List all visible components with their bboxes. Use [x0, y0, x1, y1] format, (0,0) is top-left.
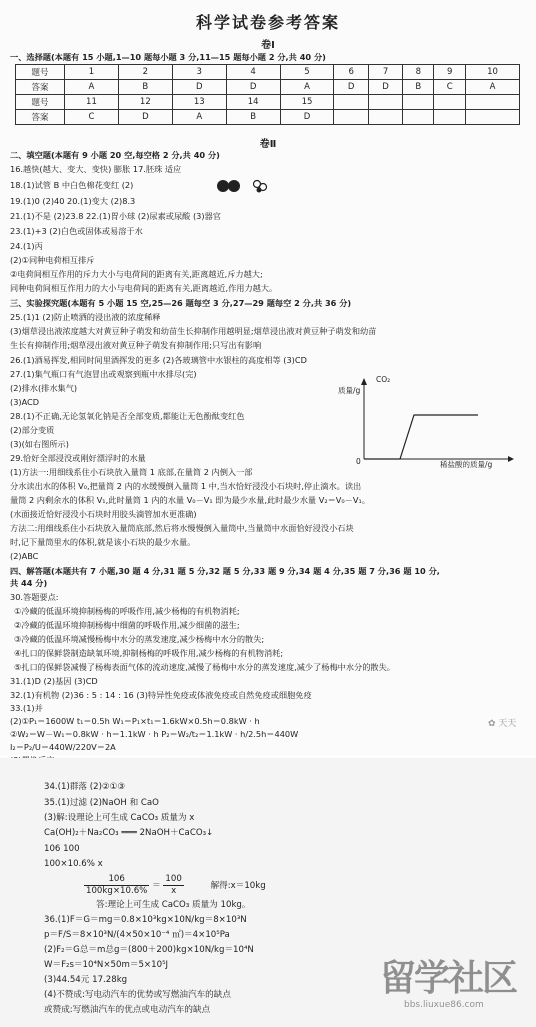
watermark-top: ✿ 天天 [488, 719, 517, 729]
answer-line: ②冷藏的低温环境抑制杨梅中细菌的呼吸作用,减少细菌的滋生; [14, 620, 240, 630]
page-title: 科学试卷参考答案 [195, 13, 340, 32]
section-one-label: 卷Ⅰ [261, 40, 275, 51]
answer-line: (4)不赞成:写电动汽车的优势或写燃油汽车的缺点 [44, 990, 231, 1000]
origin-label: 0 [356, 457, 361, 466]
fraction-left: $\frac{106}{100kg\times 10.6\%}$ [86, 874, 148, 896]
answer-line: (2)①同种电荷相互排斥 [10, 255, 95, 265]
solution: 解得:x＝10kg [210, 881, 266, 891]
answer-line: 同种电荷间相互作用力的大小与电荷间的距离有关,距离越近,作用力越大。 [10, 283, 278, 293]
answer-line: (2)F₂＝G总＝m总g＝(800＋200)kg×10N/kg＝10⁴N [44, 945, 254, 955]
answer-line: 25.(1)1 (2)防止喷洒的浸出液的浓度稀释 [10, 312, 161, 322]
answer-line: (3)解:设理论上可生成 CaCO₃ 质量为 x [44, 813, 195, 823]
answer-line: (2)部分变质 [10, 425, 55, 435]
answer-line: Ca(OH)₂＋Na₂CO₃ ═══ 2NaOH＋CaCO₃↓ [44, 828, 214, 838]
wechat-icon: ✿ [488, 719, 499, 729]
flask-diagram-icon [215, 178, 270, 194]
table-row: 题号 11 12 13 14 15 [16, 95, 520, 110]
watermark-logo: 留学社区 [380, 958, 517, 999]
table-row: 题号 1 2 3 4 5 6 7 8 9 10 [16, 65, 520, 80]
y-axis-unit: 质量/g [338, 386, 361, 395]
answer-line: 27.(1)集气瓶口有气泡冒出或观察到瓶中水排尽(完) [10, 369, 197, 379]
answer-line: 26.(1)酒易挥发,相同时间里酒挥发的更多 (2)各玻璃管中水银柱的高度相等 (3)CD [10, 355, 307, 365]
answer-line: (3)烟草浸出液浓度越大对黄豆种子萌发和幼苗生长抑制作用越明显;烟草浸出液对黄豆种子萌发和幼苗 [10, 326, 377, 336]
x-axis-label: 稀盐酸的质量/g [440, 460, 493, 469]
answer-line: (1)方法一:用细线系住小石块放入量筒 1 底部,在量筒 2 内倒入一部 [10, 467, 253, 477]
answer-line: 16.越快(越大、变大、变快) 膨胀 17.胚珠 适应 [10, 164, 182, 174]
answer-line: 方法二:用细线系住小石块放入量筒底部,然后将水慢慢倒入量筒中,当量筒中水面恰好浸没小石块 [10, 523, 354, 533]
answer-line: ③冷藏的低温环境减慢杨梅中水分的蒸发速度,减少杨梅中水分的散失; [14, 634, 265, 644]
answer-line: 100×10.6% x [44, 859, 103, 869]
answer-line: ④扎口的保鲜袋制造缺氧环境,抑制杨梅的呼吸作用,减少杨梅的有机物消耗; [14, 648, 284, 658]
answer-page-bottom [0, 758, 536, 1027]
answer-table [15, 64, 520, 125]
table-row: 答案 A B D D A D D B C A [16, 80, 520, 95]
co2-mass-graph [338, 375, 516, 470]
part3-heading: 三、实验探究题(本题有 5 小题 15 空,25—26 题每空 3 分,27—29 题每空 2 分,共 36 分) [10, 298, 352, 308]
row-label: 题号 [16, 65, 65, 80]
answer-line: 106 100 [44, 844, 80, 854]
part4-heading: 四、解答题(本题共有 7 小题,30 题 4 分,31 题 5 分,32 题 5 分,33 题 9 分,34 题 4 分,35 题 7 分,36 题 10 分, [10, 566, 440, 576]
answer-line: 35.(1)过滤 (2)NaOH 和 CaO [44, 798, 159, 808]
answer-line: 时,记下量筒里水的体积,就是该小石块的最少水量。 [10, 537, 196, 547]
row-label: 答案 [16, 110, 65, 125]
section-two-label: 卷Ⅱ [259, 139, 277, 150]
part1-heading: 一、选择题(本题有 15 小题,1—10 题每小题 3 分,11—15 题每小题 2 分,共 40 分) [10, 52, 326, 62]
answer-line: (3)ACD [10, 397, 40, 407]
watermark-url: bbs.liuxue86.com [404, 1000, 484, 1010]
answer-line: 31.(1)D (2)基因 (3)CD [10, 676, 98, 686]
answer-line: W＝F₂s＝10⁴N×50m＝5×10⁵J [44, 960, 169, 970]
answer-line: 21.(1)不是 (2)23.8 22.(1)胃小球 (2)尿素或尿酸 (3)器官 [10, 211, 221, 221]
answer-line: 28.(1)不正确,无论氢氧化钠是否全部变质,都能让无色酚酞变红色 [10, 411, 245, 421]
answer-line: 量筒 2 内剩余水的体积 V₁,此时量筒 1 内的水量 V₀－V₁ 即为最少水量,此时最少水量 V₂＝V₀－V₁。 [10, 495, 370, 505]
answer-line: 32.(1)有机物 (2)36 : 5 : 14 : 16 (3)特异性免疫或体液免疫或自然免疫或细胞免疫 [10, 690, 312, 700]
answer-line: 29.恰好全部浸没或刚好漂浮时的水量 [10, 453, 146, 463]
answer-line: 34.(1)群落 (2)②①③ [44, 782, 126, 792]
answer-line: (2)ABC [10, 551, 39, 561]
part4-heading-cont: 共 44 分) [10, 578, 48, 588]
fraction-right: $\frac{100}{x}$ [165, 874, 182, 896]
answer-line: 19.(1)0 (2)40 20.(1)变大 (2)8.3 [10, 196, 136, 206]
part2-heading: 二、填空题(本题有 9 小题 20 空,每空格 2 分,共 40 分) [10, 150, 220, 160]
row-label: 答案 [16, 80, 65, 95]
answer-line: 36.(1)F＝G＝mg＝0.8×10³kg×10N/kg＝8×10³N [44, 915, 247, 925]
table-row: 答案 C D A B D [16, 110, 520, 125]
answer-line: 分水读出水的体积 V₀,把量筒 2 内的水缓慢倒入量筒 1 中,当水恰好浸没小石块时,停止滴水。读出 [10, 481, 362, 491]
answer-line: ②电荷间相互作用的斥力大小与电荷间的距离有关,距离越近,斥力越大; [10, 269, 263, 279]
co2-curve [364, 415, 478, 459]
answer-line: ①冷藏的低温环境抑制杨梅的呼吸作用,减少杨梅的有机物消耗; [14, 606, 240, 616]
answer-line: p＝F/S＝8×10³N/(4×50×10⁻⁴ ㎡)＝4×10⁵Pa [44, 930, 230, 940]
answer-line: 生长有抑制作用;烟草浸出液对黄豆种子萌发有抑制作用;只写出有影响 [10, 340, 262, 350]
answer-line: (2)①P₁＝1600W t₁＝0.5h W₁＝P₁×t₁＝1.6kW×0.5h＝0.8kW · h [10, 716, 260, 726]
answer-line: (2)排水(排水集气) [10, 383, 78, 393]
answer-line: I₂＝P₂/U＝440W/220V＝2A [10, 742, 116, 752]
answer-line: 30.答题要点: [10, 592, 59, 602]
row-label: 题号 [16, 95, 65, 110]
answer-line: 或赞成:写燃油汽车的优点或电动汽车的缺点 [44, 1005, 211, 1015]
answer-line: (3)(如右图所示) [10, 439, 69, 449]
answer-line: ②W₂＝W－W₁＝0.8kW · h＝1.1kW · h P₂＝W₂/t₂＝1.1kW · h/2.5h＝440W [10, 729, 299, 739]
answer-line: 18.(1)试管 B 中白色棉花变红 (2) [10, 180, 134, 190]
answer-line: 33.(1)并 [10, 703, 43, 713]
answer-line: (3)44.54元 17.28kg [44, 975, 128, 985]
proportion-equation: $\frac{106}{100kg\times 10.6\%}$ ＝ $\frac{100}{x}$ 解得:x＝10kg [86, 874, 266, 896]
answer-line: 23.(1)+3 (2)白色或固体或易溶于水 [10, 226, 143, 236]
answer-line: 答:理论上可生成 CaCO₃ 质量为 10kg。 [96, 900, 251, 910]
y-axis-label: CO₂ [376, 375, 391, 384]
answer-line: 24.(1)丙 [10, 241, 43, 251]
answer-line: ⑤扎口的保鲜袋减慢了杨梅表面气体的流动速度,减慢了杨梅中水分的蒸发速度,减少了杨梅中水分的散失。 [14, 662, 395, 672]
answer-line: (水面接近恰好浸没小石块时用胶头滴管加水更准确) [10, 509, 197, 519]
